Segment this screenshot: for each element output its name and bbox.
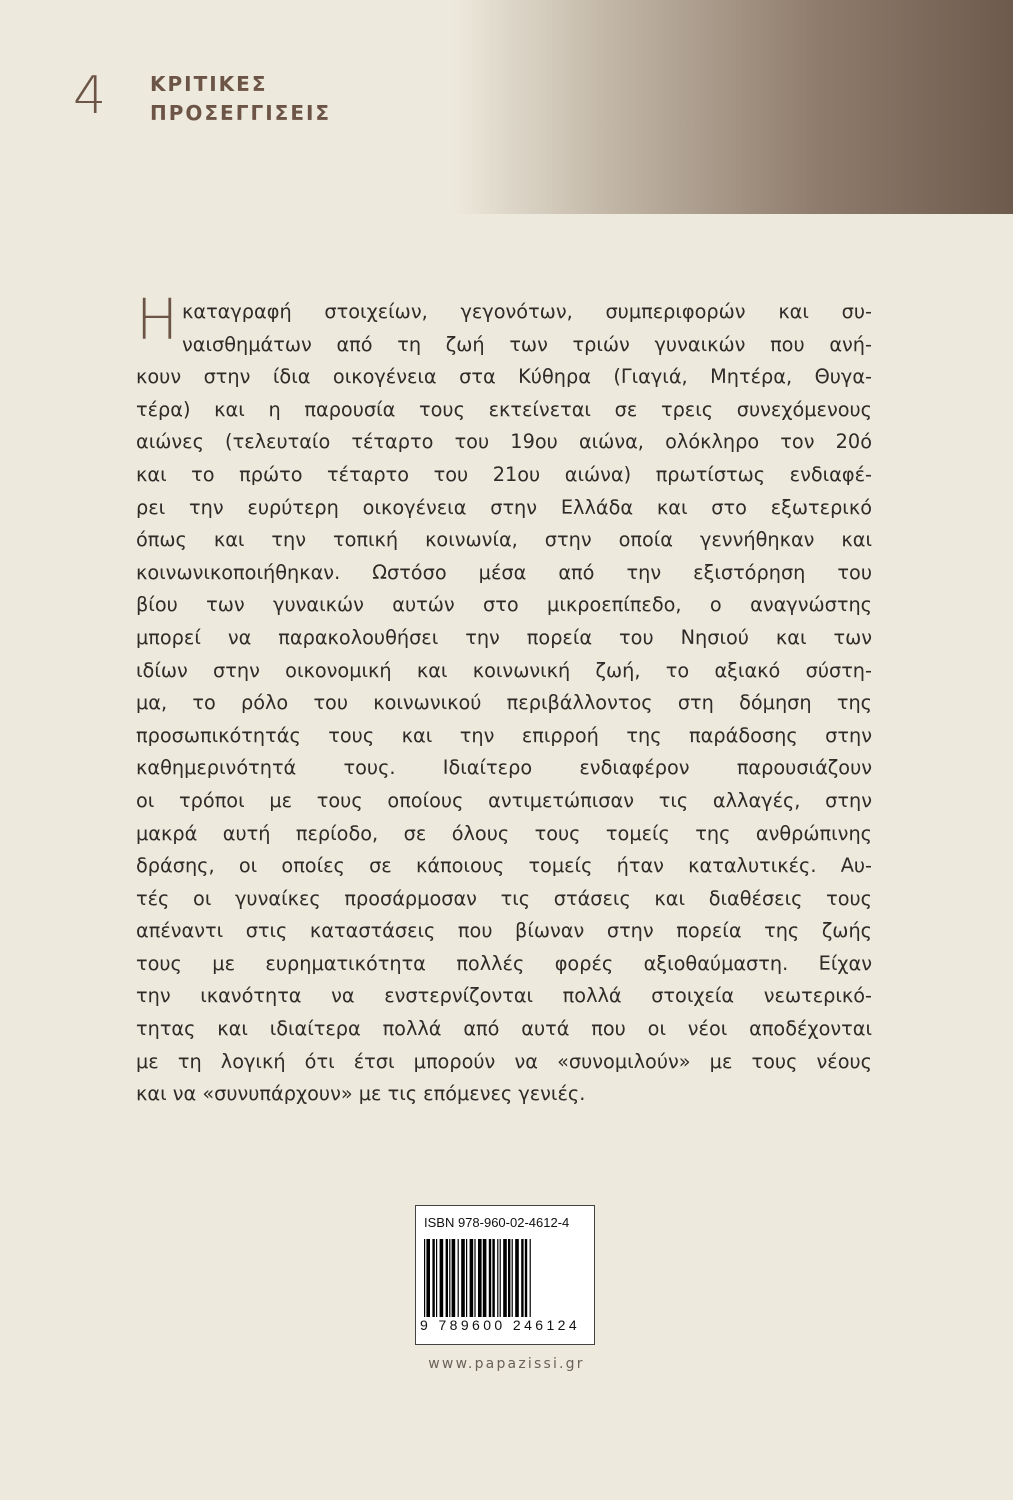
publisher-website: www.papazissi.gr <box>428 1356 585 1372</box>
blurb-line: αιώνες (τελευταίο τέταρτο του 19ου αιώνα, ολόκληρο τον 20ό <box>136 430 872 454</box>
blurb-line: μα, το ρόλο του κοινωνικού περιβάλλοντος στη δόμηση της <box>136 691 872 715</box>
blurb-line: οι τρόποι με τους οποίους αντιμετώπισαν τις αλλαγές, στην <box>136 788 872 812</box>
blurb-line: την ικανότητα να ενστερνίζονται πολλά στοιχεία νεωτερικό- <box>136 984 872 1008</box>
blurb-line: και να «συνυπάρχουν» με τις επόμενες γενιές. <box>136 1082 586 1106</box>
series-title-line2: ΠΡΟΣΕΓΓΙΣΕΙΣ <box>150 101 332 125</box>
blurb-line: και το πρώτο τέταρτο του 21ου αιώνα) πρωτίστως ενδιαφέ- <box>136 462 872 486</box>
barcode-digits: 9 789600 246124 <box>420 1317 580 1333</box>
series-number: 4 <box>73 66 107 126</box>
blurb-line: ρει την ευρύτερη οικογένεια στην Ελλάδα και στο εξωτερικό <box>136 495 872 519</box>
blurb-line: δράσης, οι οποίες σε κάποιους τομείς ήταν καταλυτικές. Αυ- <box>136 854 872 878</box>
blurb-line: ιδίων στην οικονομική και κοινωνική ζωή, το αξιακό σύστη- <box>136 658 872 682</box>
blurb-line: κουν στην ίδια οικογένεια στα Κύθηρα (Γιαγιά, Μητέρα, Θυγα- <box>136 365 872 389</box>
blurb-line: καθημερινότητά τους. Ιδιαίτερο ενδιαφέρον παρουσιάζουν <box>136 756 872 780</box>
blurb-line: τές οι γυναίκες προσάρμοσαν τις στάσεις και διαθέσεις τους <box>136 886 872 910</box>
series-title <box>150 70 331 128</box>
blurb-line: κοινωνικοποιήθηκαν. Ωστόσο μέσα από την εξιστόρηση του <box>136 560 872 584</box>
blurb-line: καταγραφή στοιχείων, γεγονότων, συμπεριφορών και συ- <box>182 300 872 323</box>
blurb-line: τέρα) και η παρουσία τους εκτείνεται σε τρεις συνεχόμενους <box>136 397 872 421</box>
blurb-line: με τη λογική ότι έτσι μπορούν να «συνομιλούν» με τους νέους <box>136 1049 872 1073</box>
blurb-line: ναισθημάτων από τη ζωή των τριών γυναικών που ανή- <box>182 332 872 356</box>
blurb-line: τητας και ιδιαίτερα πολλά από αυτά που οι νέοι αποδέχονται <box>136 1017 872 1041</box>
isbn-barcode-box <box>415 1205 595 1345</box>
blurb-line: βίου των γυναικών αυτών στο μικροεπίπεδο, ο αναγνώστης <box>136 593 872 617</box>
blurb-line: τους με ευρηματικότητα πολλές φορές αξιοθαύμαστη. Είχαν <box>136 951 872 975</box>
blurb-line: προσωπικότητάς τους και την επιρροή της παράδοσης στην <box>136 723 872 747</box>
blurb-line: μακρά αυτή περίοδο, σε όλους τους τομείς της ανθρώπινης <box>136 821 872 845</box>
barcode-icon <box>422 1239 588 1319</box>
blurb-line: απέναντι στις καταστάσεις που βίωναν στην πορεία της ζωής <box>136 919 872 943</box>
blurb-line: όπως και την τοπική κοινωνία, στην οποία γεννήθηκαν και <box>136 528 872 552</box>
blurb-text <box>136 296 872 1111</box>
isbn-label: ISBN 978-960-02-4612-4 <box>424 1215 570 1230</box>
series-title-line1: ΚΡΙΤΙΚΕΣ <box>150 72 268 96</box>
blurb-line: μπορεί να παρακολουθήσει την πορεία του Νησιού και των <box>136 625 872 649</box>
drop-cap: Η <box>136 288 179 353</box>
header-gradient-band <box>453 0 1013 214</box>
